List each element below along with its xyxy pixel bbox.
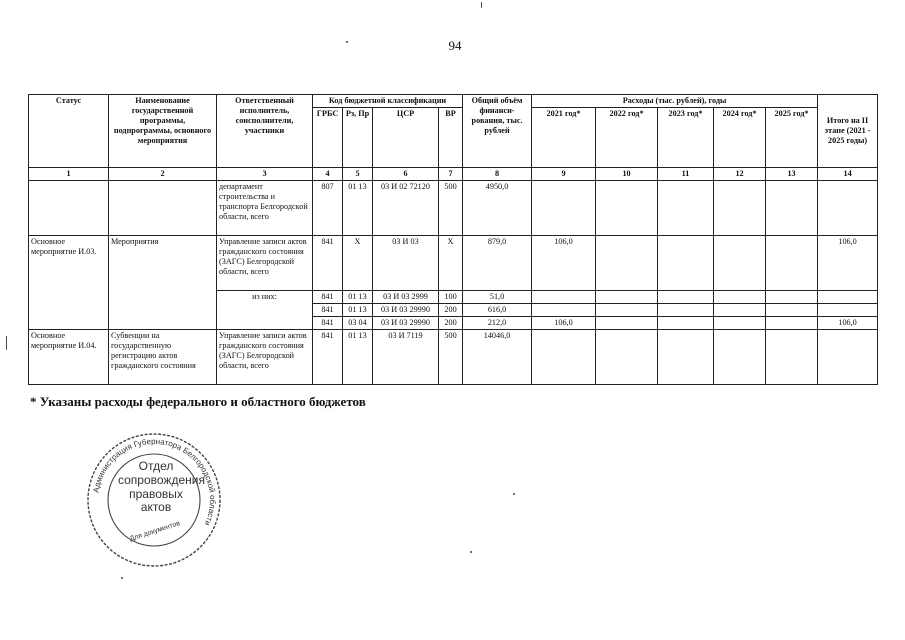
cell-total: 212,0 xyxy=(463,317,532,330)
cell-2023 xyxy=(658,291,714,304)
column-number: 4 xyxy=(313,168,343,181)
cell-name: Субвенции на государственную регистрацию актов гражданского состояния xyxy=(109,330,217,385)
cell-csr: 03 И 7119 xyxy=(373,330,439,385)
cell-2024 xyxy=(714,291,766,304)
cell-2021 xyxy=(532,304,596,317)
cell-stage-total: 106,0 xyxy=(818,317,878,330)
cell-responsible: Управление записи актов гражданского состояния (ЗАГС) Белгородской области, всего xyxy=(217,330,313,385)
cell-total: 4950,0 xyxy=(463,181,532,236)
header-2025: 2025 год* xyxy=(766,108,818,168)
cell-2024 xyxy=(714,317,766,330)
cell-stage-total xyxy=(818,181,878,236)
cell-2022 xyxy=(596,317,658,330)
cell-grbs: 841 xyxy=(313,291,343,304)
column-number: 2 xyxy=(109,168,217,181)
cell-2023 xyxy=(658,330,714,385)
table-row xyxy=(29,330,878,385)
cell-2024 xyxy=(714,304,766,317)
cell-csr: 03 И 03 29990 xyxy=(373,317,439,330)
cell-grbs: 841 xyxy=(313,304,343,317)
cell-grbs: 841 xyxy=(313,330,343,385)
cell-status xyxy=(29,181,109,236)
cell-csr: 03 И 02 72120 xyxy=(373,181,439,236)
cell-status: Основное мероприятие И.03. xyxy=(29,236,109,330)
cell-2021 xyxy=(532,181,596,236)
header-status: Статус xyxy=(29,95,109,168)
cell-total: 879,0 xyxy=(463,236,532,291)
cell-2025 xyxy=(766,291,818,304)
stamp-bottom-text: Для документов xyxy=(128,520,182,543)
cell-csr: 03 И 03 2999 xyxy=(373,291,439,304)
table-row xyxy=(29,181,878,236)
column-number: 14 xyxy=(818,168,878,181)
office-stamp xyxy=(84,430,224,570)
column-number-row xyxy=(29,168,878,181)
header-total-funding: Общий объём финанси-рования, тыс. рублей xyxy=(463,95,532,168)
cell-rzpr: 03 04 xyxy=(343,317,373,330)
cell-total: 14046,0 xyxy=(463,330,532,385)
cell-grbs: 841 xyxy=(313,236,343,291)
header-2022: 2022 год* xyxy=(596,108,658,168)
cell-rzpr: 01 13 xyxy=(343,304,373,317)
cell-2021 xyxy=(532,330,596,385)
cell-rzpr: Х xyxy=(343,236,373,291)
cell-name xyxy=(109,181,217,236)
budget-table xyxy=(28,94,878,385)
header-csr: ЦСР xyxy=(373,108,439,168)
cell-vr: 200 xyxy=(439,317,463,330)
cell-2025 xyxy=(766,304,818,317)
cell-2023 xyxy=(658,317,714,330)
cell-2021: 106,0 xyxy=(532,317,596,330)
cell-rzpr: 01 13 xyxy=(343,330,373,385)
stamp-ring-text: Администрация Губернатора Белгородской области xyxy=(91,436,218,528)
cell-total: 616,0 xyxy=(463,304,532,317)
cell-2023 xyxy=(658,236,714,291)
column-number: 1 xyxy=(29,168,109,181)
footnote: * Указаны расходы федерального и областного бюджетов xyxy=(30,394,366,409)
column-number: 3 xyxy=(217,168,313,181)
header-2021: 2021 год* xyxy=(532,108,596,168)
cell-2022 xyxy=(596,236,658,291)
header-vr: ВР xyxy=(439,108,463,168)
cell-rzpr: 01 13 xyxy=(343,291,373,304)
cell-vr: 200 xyxy=(439,304,463,317)
cell-name: Мероприятия xyxy=(109,236,217,330)
header-name: Наименование государственной программы, подпрограммы, основного мероприятия xyxy=(109,95,217,168)
cell-responsible: из них: xyxy=(217,291,313,330)
cell-responsible: Управление записи актов гражданского состояния (ЗАГС) Белгородской области, всего xyxy=(217,236,313,291)
page-number: 94 xyxy=(448,38,462,53)
cell-vr: 100 xyxy=(439,291,463,304)
cell-2022 xyxy=(596,291,658,304)
cell-vr: 500 xyxy=(439,181,463,236)
cell-2022 xyxy=(596,330,658,385)
header-budget-code: Код бюджетной классификации xyxy=(313,95,463,108)
cell-2025 xyxy=(766,236,818,291)
cell-2024 xyxy=(714,181,766,236)
column-number: 9 xyxy=(532,168,596,181)
scan-speck xyxy=(346,41,348,43)
header-2024: 2024 год* xyxy=(714,108,766,168)
scan-speck xyxy=(121,577,123,579)
cell-status: Основное мероприятие И.04. xyxy=(29,330,109,385)
column-number: 8 xyxy=(463,168,532,181)
header-responsible: Ответственный исполнитель, соисполнители, участники xyxy=(217,95,313,168)
scan-speck xyxy=(6,336,7,350)
cell-2025 xyxy=(766,317,818,330)
scan-speck xyxy=(513,493,515,495)
cell-csr: 03 И 03 xyxy=(373,236,439,291)
stamp-center-text: Отдел сопровождения правовых актов xyxy=(118,459,205,515)
cell-stage-total xyxy=(818,330,878,385)
cell-vr: Х xyxy=(439,236,463,291)
cell-2023 xyxy=(658,181,714,236)
header-rzpr: Рз, Пр xyxy=(343,108,373,168)
column-number: 10 xyxy=(596,168,658,181)
cell-responsible: департамент строительства и транспорта Белгородской области, всего xyxy=(217,181,313,236)
cell-grbs: 841 xyxy=(313,317,343,330)
column-number: 11 xyxy=(658,168,714,181)
cell-csr: 03 И 03 29990 xyxy=(373,304,439,317)
cell-stage-total: 106,0 xyxy=(818,236,878,291)
header-total-stage: Итого на II этапе (2021 - 2025 годы) xyxy=(818,95,878,168)
table-row xyxy=(29,236,878,291)
cell-2021: 106,0 xyxy=(532,236,596,291)
cell-2024 xyxy=(714,236,766,291)
cell-2025 xyxy=(766,330,818,385)
column-number: 6 xyxy=(373,168,439,181)
cell-stage-total xyxy=(818,291,878,304)
cell-grbs: 807 xyxy=(313,181,343,236)
header-2023: 2023 год* xyxy=(658,108,714,168)
column-number: 7 xyxy=(439,168,463,181)
column-number: 12 xyxy=(714,168,766,181)
scan-speck xyxy=(481,2,482,8)
cell-stage-total xyxy=(818,304,878,317)
column-number: 13 xyxy=(766,168,818,181)
cell-2024 xyxy=(714,330,766,385)
scan-speck xyxy=(470,551,472,553)
header-expenses: Расходы (тыс. рублей), годы xyxy=(532,95,818,108)
cell-rzpr: 01 13 xyxy=(343,181,373,236)
cell-2022 xyxy=(596,304,658,317)
cell-vr: 500 xyxy=(439,330,463,385)
cell-2021 xyxy=(532,291,596,304)
column-number: 5 xyxy=(343,168,373,181)
cell-2025 xyxy=(766,181,818,236)
header-grbs: ГРБС xyxy=(313,108,343,168)
cell-2023 xyxy=(658,304,714,317)
cell-total: 51,0 xyxy=(463,291,532,304)
cell-2022 xyxy=(596,181,658,236)
